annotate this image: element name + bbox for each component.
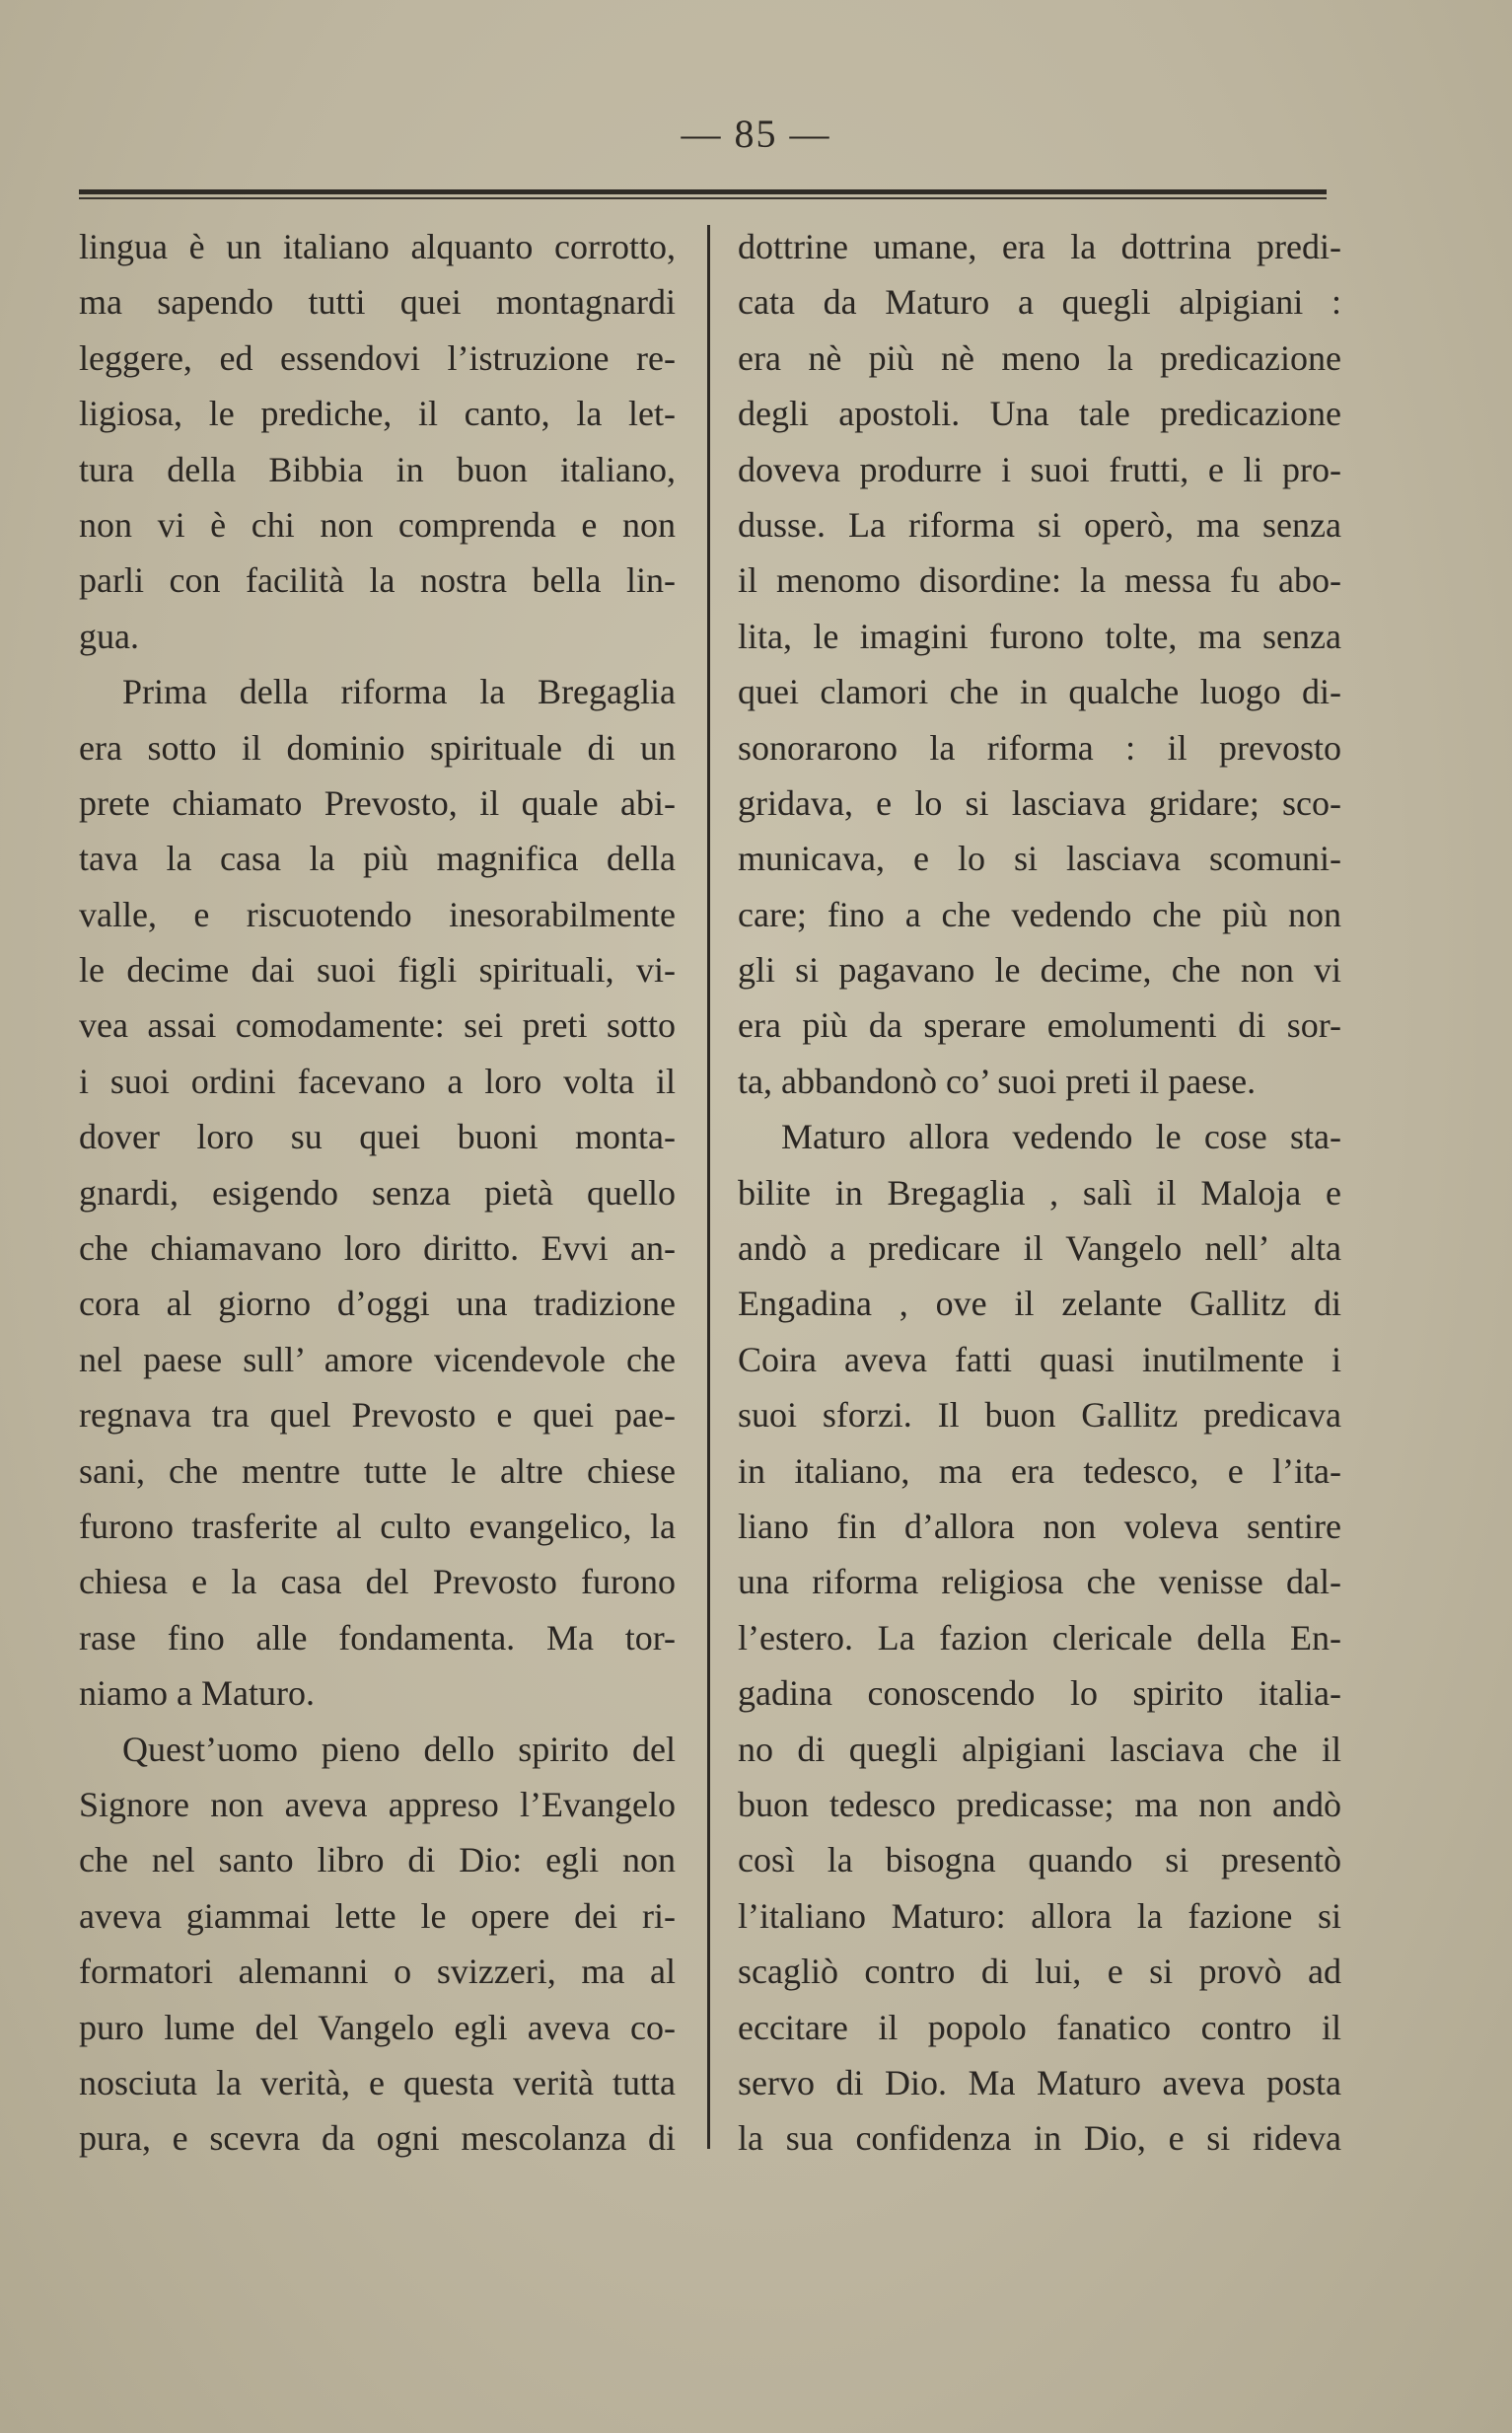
text-line: la sua confidenza in Dio, e si rideva — [738, 2118, 1341, 2159]
text-line: gadina conoscendo lo spirito italia- — [738, 1673, 1341, 1714]
text-line: ligiosa, le prediche, il canto, la let- — [79, 394, 676, 434]
left-column — [79, 219, 676, 2167]
text-line: le decime dai suoi figli spirituali, vi- — [79, 950, 676, 991]
text-line: Prima della riforma la Bregaglia — [122, 672, 676, 712]
text-line: doveva produrre i suoi frutti, e li pro- — [738, 449, 1341, 489]
text-line: parli con facilità la nostra bella lin- — [79, 560, 676, 601]
text-line: pura, e scevra da ogni mescolanza di — [79, 2118, 676, 2159]
text-line: valle, e riscuotendo inesorabilmente — [79, 894, 676, 934]
text-line: municava, e lo si lasciava scomuni- — [738, 839, 1341, 879]
text-line: nel paese sull’ amore vicendevole che — [79, 1339, 676, 1379]
text-line: così la bisogna quando si presentò — [738, 1840, 1341, 1880]
text-line: cora al giorno d’oggi una tradizione — [79, 1284, 676, 1324]
text-line: servo di Dio. Ma Maturo aveva posta — [738, 2062, 1341, 2102]
text-line: dusse. La riforma si operò, ma senza — [738, 504, 1341, 545]
text-line: scagliò contro di lui, e si provò ad — [738, 1952, 1341, 1992]
text-line: sani, che mentre tutte le altre chiese — [79, 1450, 676, 1491]
text-line: quei clamori che in qualche luogo di- — [738, 672, 1341, 712]
text-line: tava la casa la più magnifica della — [79, 839, 676, 879]
text-line: Engadina , ove il zelante Gallitz di — [738, 1284, 1341, 1324]
text-line: dover loro su quei buoni monta- — [79, 1117, 676, 1157]
text-line: sonorarono la riforma : il prevosto — [738, 727, 1341, 768]
text-line: gridava, e lo si lasciava gridare; sco- — [738, 782, 1341, 823]
text-line: buon tedesco predicasse; ma non andò — [738, 1784, 1341, 1824]
header-rule-thin — [79, 197, 1327, 199]
text-line: regnava tra quel Prevosto e quei pae- — [79, 1395, 676, 1436]
text-line: gnardi, esigendo senza pietà quello — [79, 1172, 676, 1213]
text-line: no di quegli alpigiani lasciava che il — [738, 1729, 1341, 1769]
text-line: tura della Bibbia in buon italiano, — [79, 449, 676, 489]
text-line: andò a predicare il Vangelo nell’ alta — [738, 1228, 1341, 1269]
header-rule-thick — [79, 189, 1327, 194]
text-line: gua. — [79, 616, 139, 656]
text-line: lita, le imagini furono tolte, ma senza — [738, 616, 1341, 656]
text-line: era nè più nè meno la predicazione — [738, 337, 1341, 378]
text-line: ta, abbandonò co’ suoi preti il paese. — [738, 1061, 1257, 1101]
text-line: Coira aveva fatti quasi inutilmente i — [738, 1339, 1341, 1379]
text-line: una riforma religiosa che venisse dal- — [738, 1562, 1341, 1602]
text-line: furono trasferite al culto evangelico, la — [79, 1506, 676, 1546]
text-line: formatori alemanni o svizzeri, ma al — [79, 1952, 676, 1992]
text-line: che chiamavano loro diritto. Evvi an- — [79, 1228, 676, 1269]
column-divider — [707, 225, 710, 2149]
text-line: i suoi ordini facevano a loro volta il — [79, 1061, 676, 1101]
text-line: Quest’uomo pieno dello spirito del — [122, 1729, 676, 1769]
text-line: prete chiamato Prevosto, il quale abi- — [79, 782, 676, 823]
text-line: nosciuta la verità, e questa verità tutta — [79, 2062, 676, 2102]
text-line: lingua è un italiano alquanto corrotto, — [79, 227, 676, 266]
text-line: care; fino a che vedendo che più non — [738, 894, 1341, 934]
text-line: niamo a Maturo. — [79, 1673, 315, 1714]
text-line: in italiano, ma era tedesco, e l’ita- — [738, 1450, 1341, 1491]
text-line: dottrine umane, era la dottrina predi- — [738, 227, 1341, 266]
text-line: Signore non aveva appreso l’Evangelo — [79, 1784, 676, 1824]
text-line: eccitare il popolo fanatico contro il — [738, 2007, 1341, 2047]
text-line: l’italiano Maturo: allora la fazione si — [738, 1895, 1341, 1936]
text-line: liano fin d’allora non voleva sentire — [738, 1506, 1341, 1546]
text-line: degli apostoli. Una tale predicazione — [738, 394, 1341, 434]
text-line: Maturo allora vedendo le cose sta- — [781, 1117, 1341, 1157]
page-number: — 85 — — [681, 111, 831, 156]
text-line: vea assai comodamente: sei preti sotto — [79, 1005, 676, 1046]
text-line: rase fino alle fondamenta. Ma tor- — [79, 1617, 676, 1658]
text-line: il menomo disordine: la messa fu abo- — [738, 560, 1341, 601]
text-line: l’estero. La fazion clericale della En- — [738, 1617, 1341, 1658]
text-line: bilite in Bregaglia , salì il Maloja e — [738, 1172, 1341, 1213]
text-line: non vi è chi non comprenda e non — [79, 504, 676, 545]
text-line: ma sapendo tutti quei montagnardi — [79, 282, 676, 323]
text-line: aveva giammai lette le opere dei ri- — [79, 1895, 676, 1936]
text-line: gli si pagavano le decime, che non vi — [738, 950, 1341, 991]
text-line: cata da Maturo a quegli alpigiani : — [738, 282, 1341, 323]
text-line: leggere, ed essendovi l’istruzione re- — [79, 337, 676, 378]
text-line: chiesa e la casa del Prevosto furono — [79, 1562, 676, 1602]
text-line: suoi sforzi. Il buon Gallitz predicava — [738, 1395, 1341, 1436]
text-line: era più da sperare emolumenti di sor- — [738, 1005, 1341, 1046]
text-line: puro lume del Vangelo egli aveva co- — [79, 2007, 676, 2047]
text-line: che nel santo libro di Dio: egli non — [79, 1840, 676, 1880]
right-column — [738, 219, 1341, 2167]
text-line: era sotto il dominio spirituale di un — [79, 727, 676, 768]
